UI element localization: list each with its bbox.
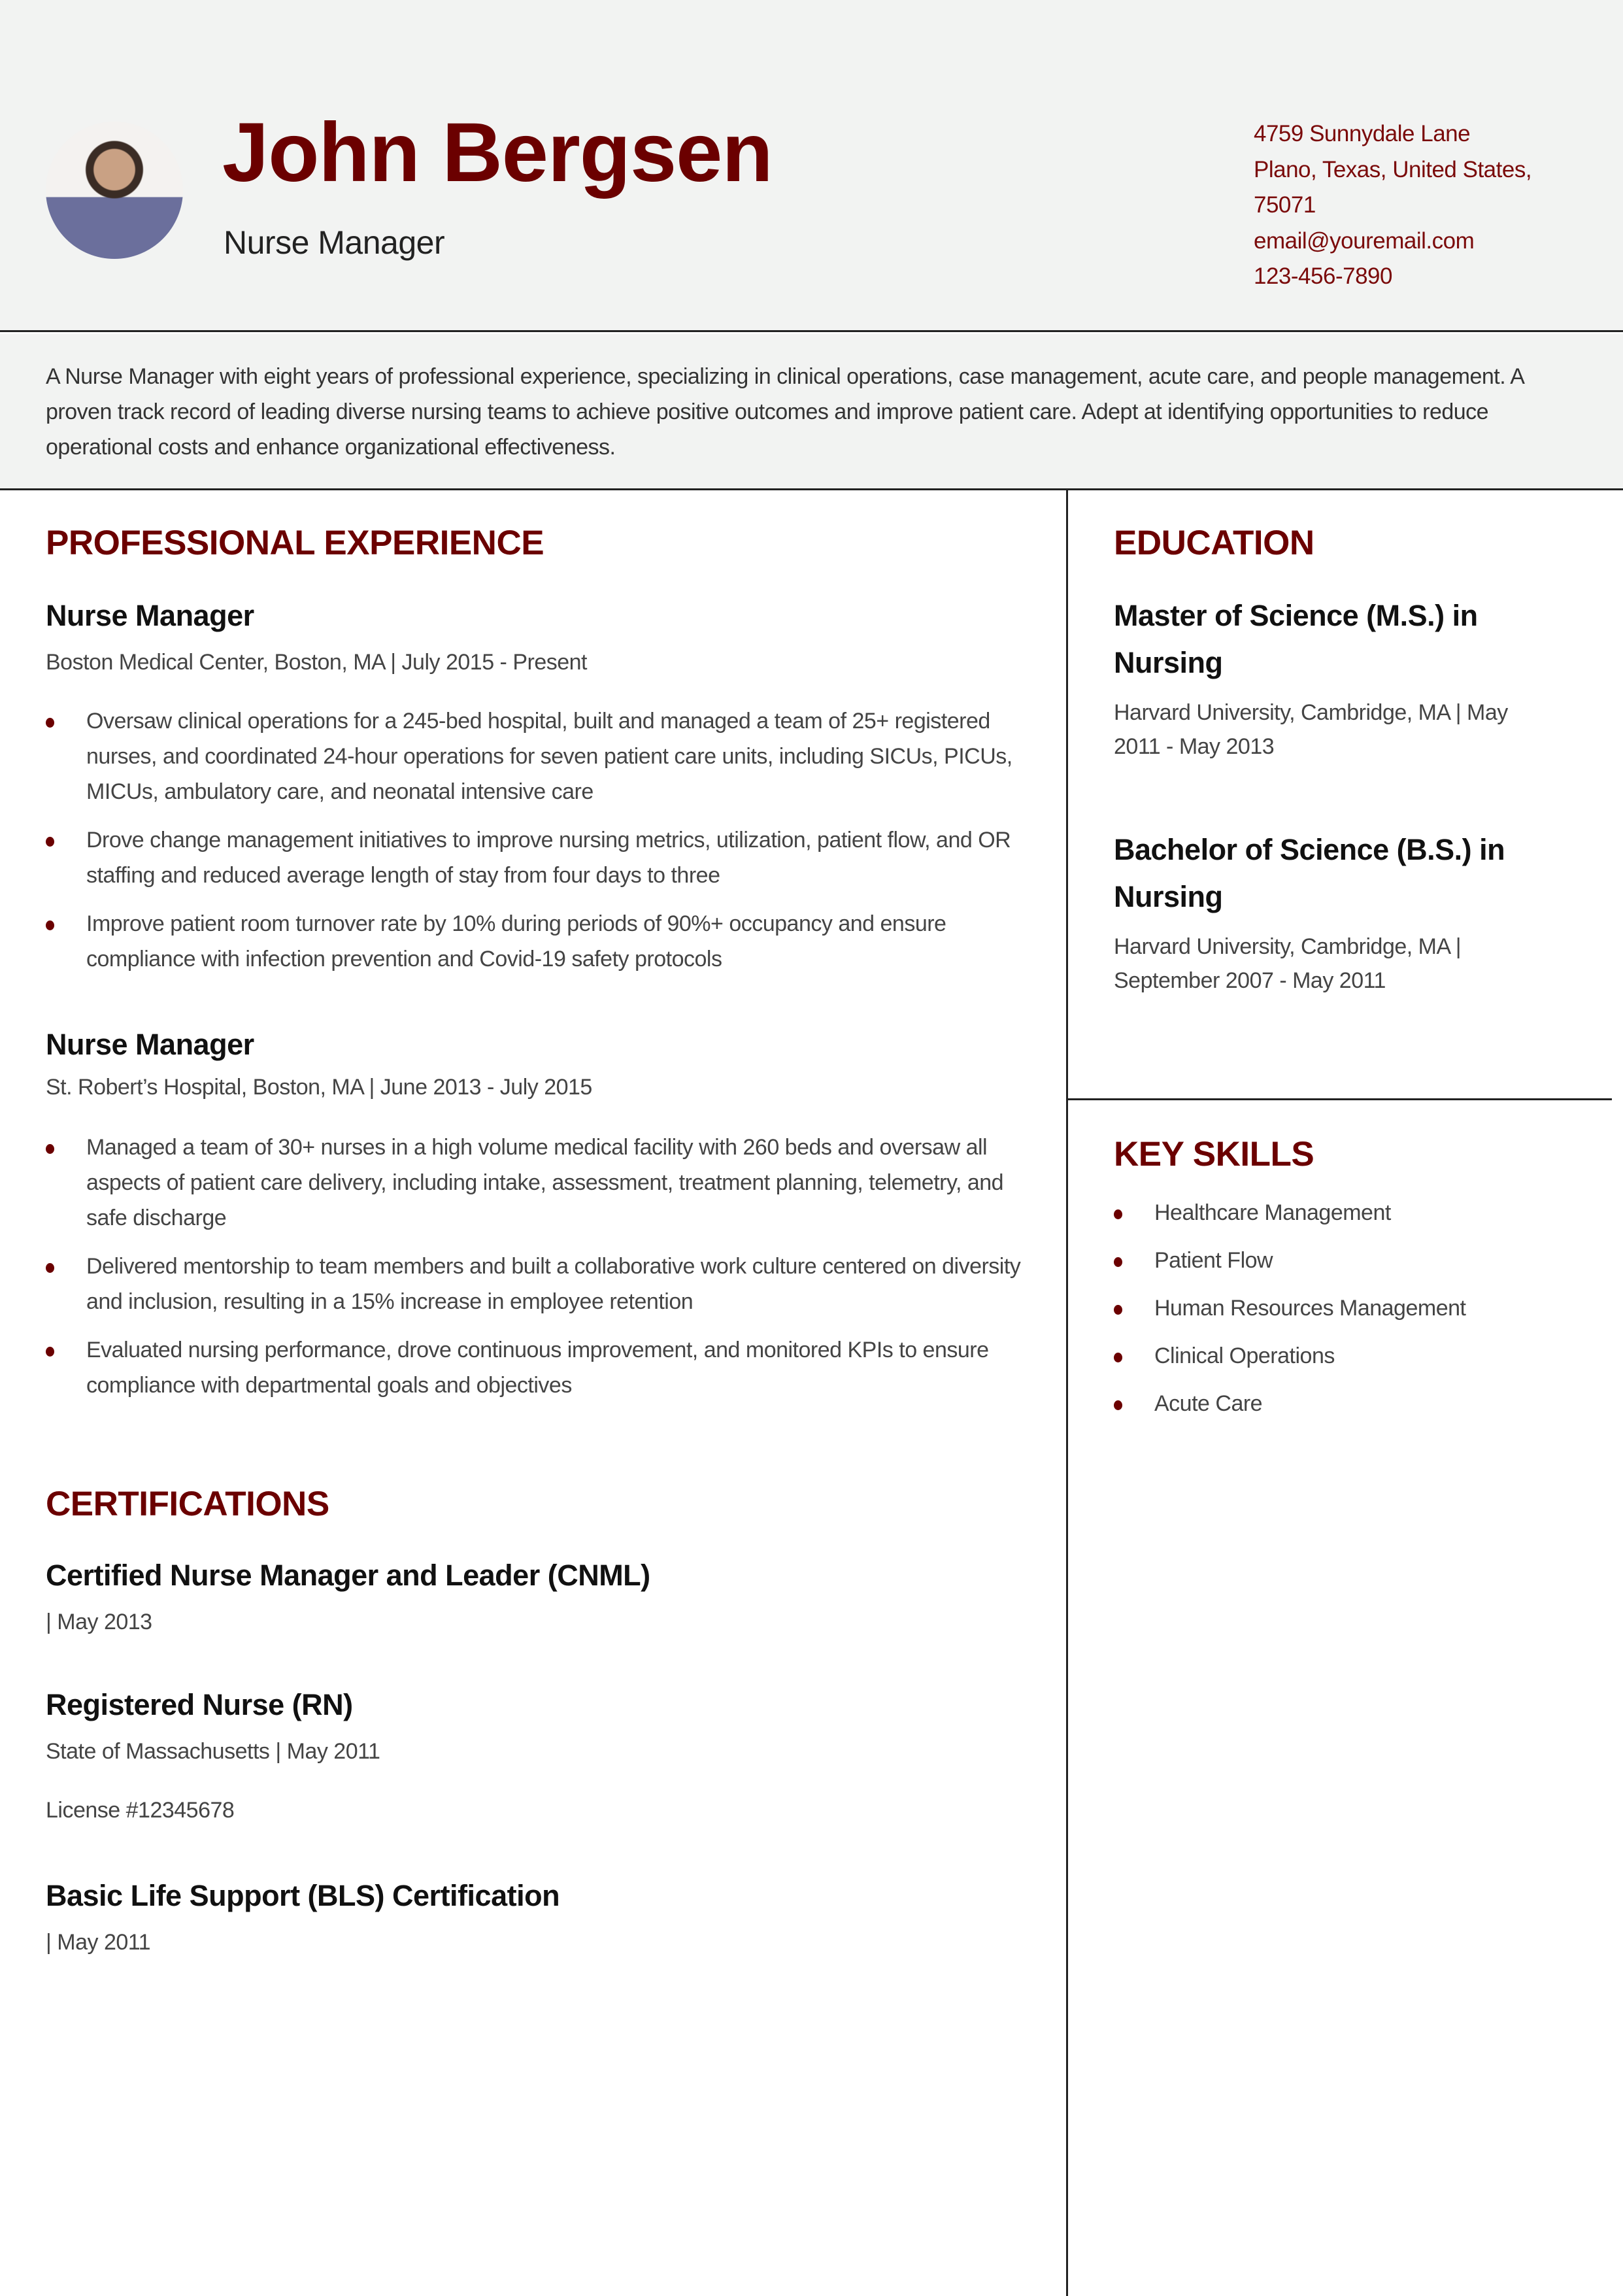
profile-photo	[46, 122, 183, 259]
bullet-icon	[46, 718, 54, 728]
skill-item: Acute Care	[1114, 1386, 1584, 1421]
summary: A Nurse Manager with eight years of professional experience, specializing in clinical operations, case management, acute care, and people management. A proven track record of leading diverse nursing teams to achieve positive outcomes and improve patient care. Adept at identifying opportunities to reduce operational costs and enhance organizational effectiveness.	[0, 334, 1623, 490]
education-item-2	[1114, 826, 1545, 998]
bullet-icon	[46, 920, 54, 930]
job-meta: Boston Medical Center, Boston, MA | July 2015 - Present	[46, 650, 587, 675]
bullet-item: Delivered mentorship to team members and built a collaborative work culture centered on diversity and inclusion, resulting in a 15% increase in employee retention	[46, 1249, 1026, 1319]
education-heading: EDUCATION	[1114, 524, 1314, 562]
bullet-icon	[1114, 1400, 1122, 1410]
address-zip: 75071	[1254, 192, 1316, 218]
degree-meta: Harvard University, Cambridge, MA | May 2011 - May 2013	[1114, 700, 1508, 759]
skill-item: Clinical Operations	[1114, 1338, 1584, 1374]
bullet-icon	[46, 1263, 54, 1273]
bullet-icon	[46, 1144, 54, 1154]
experience-heading: PROFESSIONAL EXPERIENCE	[46, 524, 544, 562]
job-meta: St. Robert’s Hospital, Boston, MA | June 2013 - July 2015	[46, 1075, 592, 1100]
cert-meta: | May 2013	[46, 1610, 152, 1634]
resume-header	[0, 0, 1623, 332]
bullet-item: Improve patient room turnover rate by 10% during periods of 90%+ occupancy and ensure compliance with infection prevention and Covid-19 safety protocols	[46, 906, 1026, 977]
candidate-name: John Bergsen	[222, 106, 773, 199]
bullet-icon	[46, 1347, 54, 1357]
cert-3	[46, 1872, 1026, 1960]
cert-title: Certified Nurse Manager and Leader (CNML)	[46, 1559, 650, 1592]
bullet-icon	[1114, 1305, 1122, 1315]
job-bullets	[46, 1130, 1026, 1403]
certifications-heading: CERTIFICATIONS	[46, 1485, 329, 1523]
cert-meta: | May 2011	[46, 1930, 151, 1955]
phone-number: 123-456-7890	[1254, 263, 1392, 289]
bullet-icon	[1114, 1353, 1122, 1362]
degree-title: Master of Science (M.S.) in Nursing	[1114, 599, 1478, 679]
email-link[interactable]: email@youremail.com	[1254, 228, 1475, 254]
bullet-item: Evaluated nursing performance, drove continuous improvement, and monitored KPIs to ensure compliance with departmental goals and objectives	[46, 1332, 1026, 1403]
job-2	[46, 1021, 1026, 1416]
job-title: Nurse Manager	[46, 1028, 254, 1061]
bullet-icon	[46, 837, 54, 847]
right-section-divider	[1068, 1098, 1612, 1100]
skill-item: Human Resources Management	[1114, 1291, 1584, 1326]
address-line-1: 4759 Sunnydale Lane	[1254, 121, 1471, 146]
address-line-2: Plano, Texas, United States,	[1254, 156, 1532, 182]
skill-item: Patient Flow	[1114, 1243, 1584, 1278]
degree-meta: Harvard University, Cambridge, MA | September 2007 - May 2011	[1114, 934, 1462, 993]
skills-list	[1114, 1195, 1584, 1434]
bullet-item: Drove change management initiatives to improve nursing metrics, utilization, patient flow, and OR staffing and reduced average length of stay from four days to three	[46, 822, 1026, 893]
bullet-item: Managed a team of 30+ nurses in a high volume medical facility with 260 beds and oversaw all aspects of patient care delivery, including intake, assessment, treatment planning, telemetry, and safe discharge	[46, 1130, 1026, 1236]
degree-title: Bachelor of Science (B.S.) in Nursing	[1114, 833, 1505, 913]
cert-1	[46, 1552, 1026, 1640]
skills-heading: KEY SKILLS	[1114, 1135, 1314, 1173]
cert-title: Basic Life Support (BLS) Certification	[46, 1879, 560, 1912]
column-divider	[1066, 490, 1068, 2296]
bullet-item: Oversaw clinical operations for a 245-bed hospital, built and managed a team of 25+ registered nurses, and coordinated 24-hour operations for seven patient care units, including SICUs, PICUs, MICUs, ambulatory care, and neonatal intensive care	[46, 703, 1026, 809]
cert-license: License #12345678	[46, 1798, 235, 1823]
skill-item: Healthcare Management	[1114, 1195, 1584, 1230]
bullet-icon	[1114, 1257, 1122, 1267]
education-item-1	[1114, 592, 1545, 764]
cert-title: Registered Nurse (RN)	[46, 1688, 353, 1721]
job-title: Nurse Manager	[46, 599, 254, 632]
job-1	[46, 592, 1026, 990]
contact-info	[1254, 116, 1594, 295]
bullet-icon	[1114, 1209, 1122, 1219]
job-bullets	[46, 703, 1026, 977]
cert-meta: State of Massachusetts | May 2011	[46, 1739, 380, 1764]
cert-2	[46, 1681, 1026, 1828]
candidate-title: Nurse Manager	[224, 224, 445, 261]
